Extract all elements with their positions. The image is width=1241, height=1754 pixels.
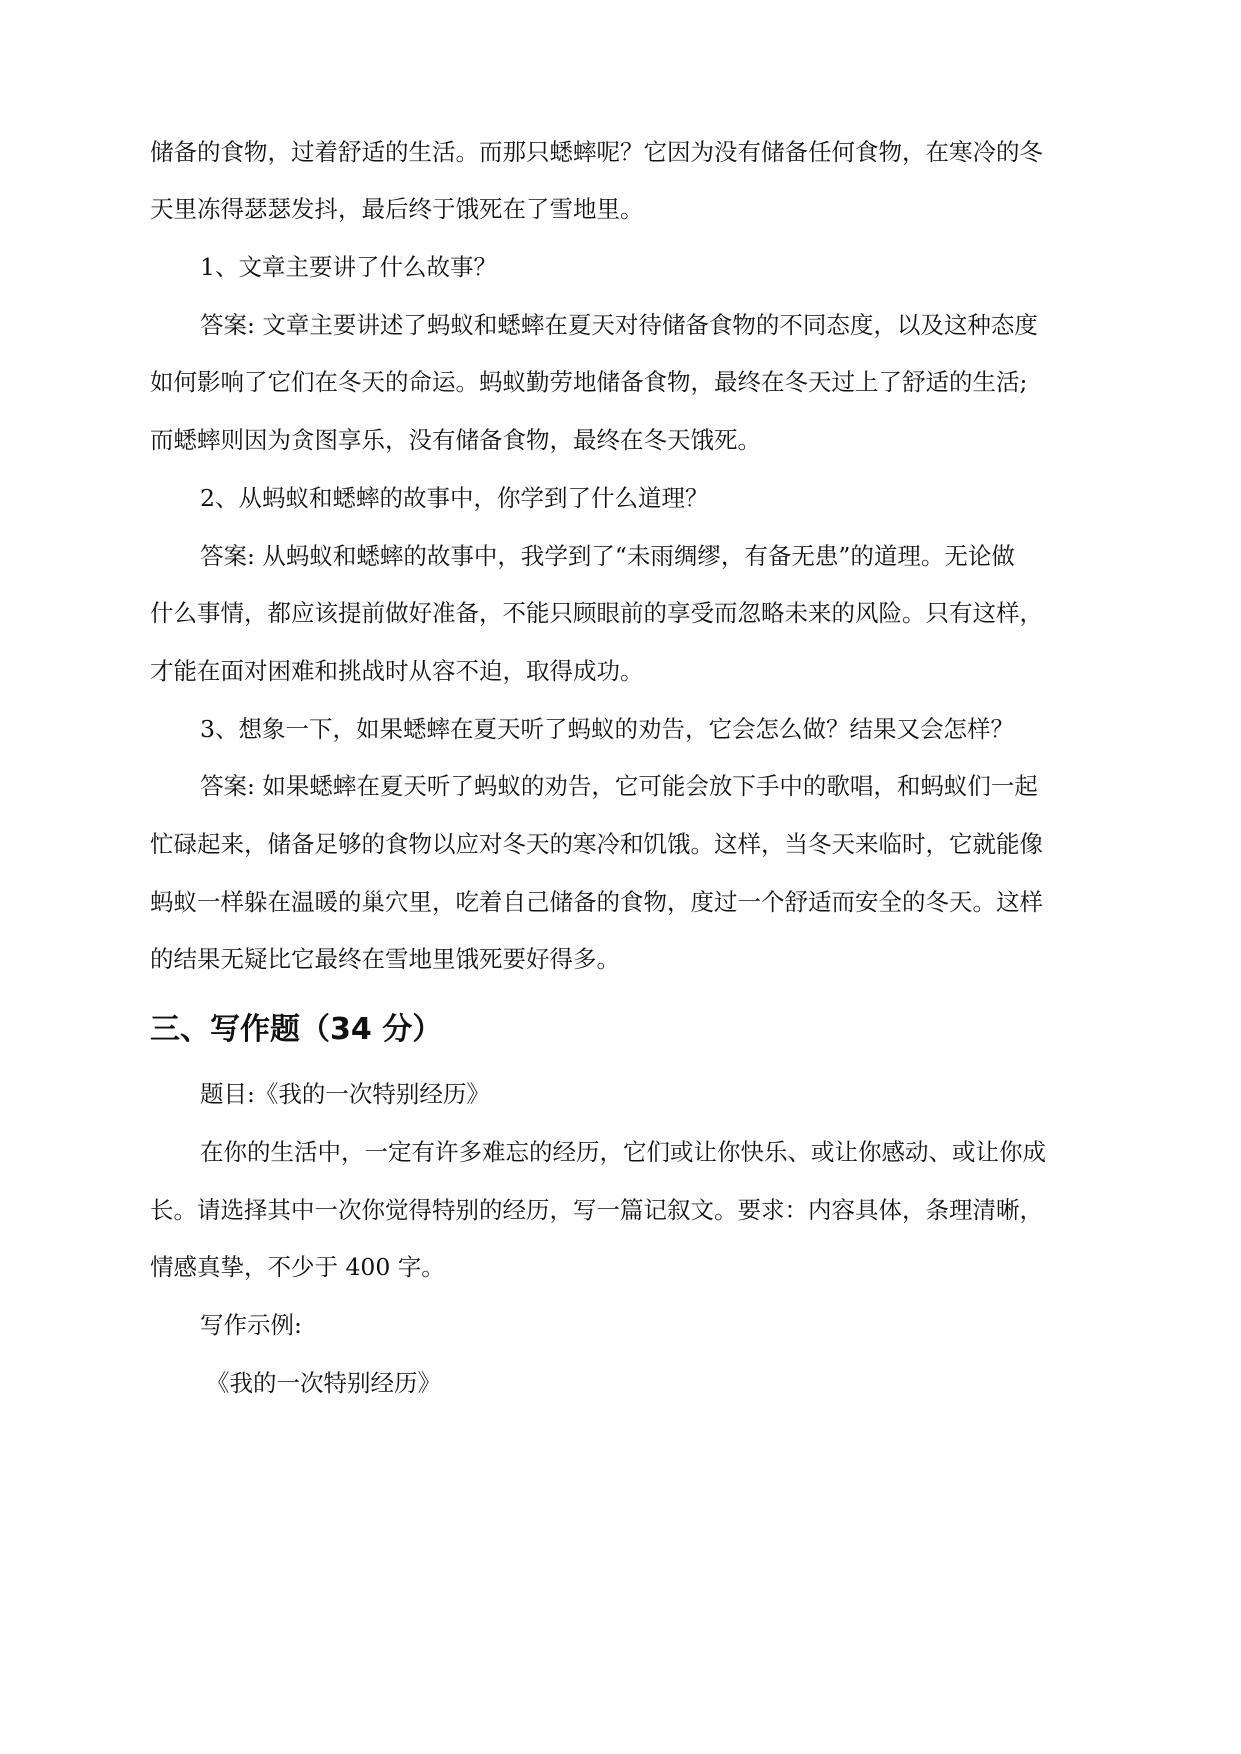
example-label: 写作示例: <box>200 1311 302 1339</box>
paragraph-line: 天里冻得瑟瑟发抖，最后终于饿死在了雪地里。 <box>150 195 644 223</box>
answer-3-line: 蚂蚁一样躲在温暖的巢穴里，吃着自己储备的食物，度过一个舒适而安全的冬天。这样 <box>150 888 1043 916</box>
question-1: 1、文章主要讲了什么故事？ <box>200 253 497 281</box>
answer-1-line: 答案: 文章主要讲述了蚂蚁和蟋蟀在夏天对待储备食物的不同态度，以及这种态度 <box>200 311 1038 339</box>
answer-1-line: 而蟋蟀则因为贪图享乐，没有储备食物，最终在冬天饿死。 <box>150 426 761 454</box>
writing-topic: 题目:《我的一次特别经历》 <box>200 1080 490 1108</box>
answer-3-line: 忙碌起来，储备足够的食物以应对冬天的寒冷和饥饿。这样，当冬天来临时，它就能像 <box>150 830 1043 858</box>
question-2: 2、从蚂蚁和蟋蟀的故事中，你学到了什么道理？ <box>200 484 709 512</box>
section-heading: 三、写作题（34 分） <box>150 1012 443 1047</box>
answer-2-line: 答案: 从蚂蚁和蟋蟀的故事中，我学到了“未雨绸缪，有备无患”的道理。无论做 <box>200 542 1015 570</box>
answer-3-line: 的结果无疑比它最终在雪地里饿死要好得多。 <box>150 945 620 973</box>
answer-1-line: 如何影响了它们在冬天的命运。蚂蚁勤劳地储备食物，最终在冬天过上了舒适的生活; <box>150 368 1028 396</box>
paragraph-line: 储备的食物，过着舒适的生活。而那只蟋蟀呢？它因为没有储备任何食物，在寒冷的冬 <box>150 138 1043 166</box>
answer-2-line: 才能在面对困难和挑战时从容不迫，取得成功。 <box>150 657 644 685</box>
writing-prompt-line: 长。请选择其中一次你觉得特别的经历，写一篇记叙文。要求：内容具体，条理清晰， <box>150 1196 1043 1224</box>
example-title: 《我的一次特别经历》 <box>206 1369 441 1397</box>
writing-prompt-line: 情感真挚，不少于 400 字。 <box>150 1253 445 1281</box>
question-3: 3、想象一下，如果蟋蟀在夏天听了蚂蚁的劝告，它会怎么做？结果又会怎样？ <box>200 715 1014 743</box>
writing-prompt-line: 在你的生活中，一定有许多难忘的经历，它们或让你快乐、或让你感动、或让你成 <box>200 1138 1046 1166</box>
answer-3-line: 答案: 如果蟋蟀在夏天听了蚂蚁的劝告，它可能会放下手中的歌唱，和蚂蚁们一起 <box>200 772 1038 800</box>
answer-2-line: 什么事情，都应该提前做好准备，不能只顾眼前的享受而忽略未来的风险。只有这样， <box>150 599 1043 627</box>
